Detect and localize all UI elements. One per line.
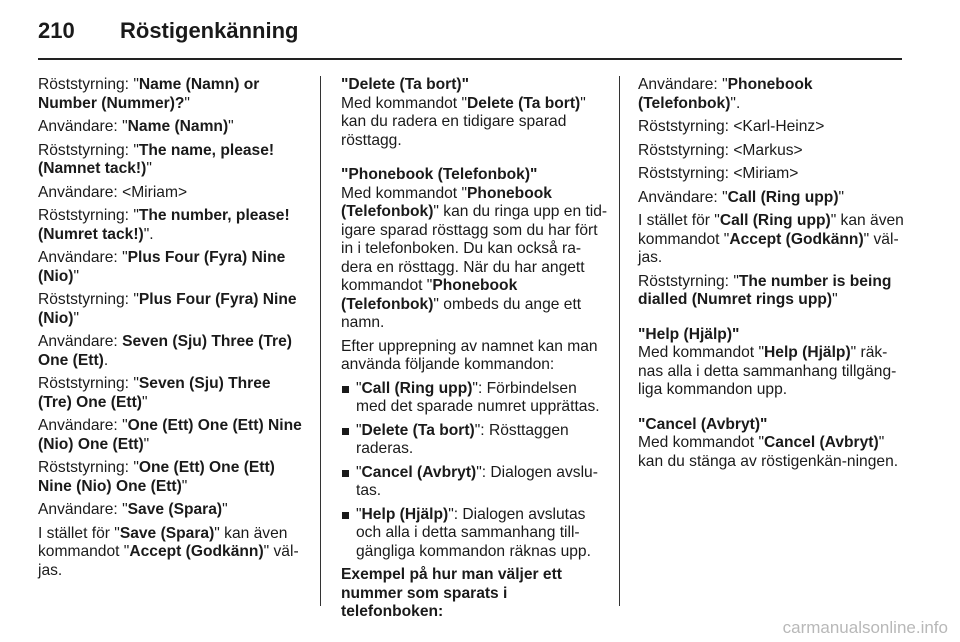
column-2 (341, 76, 609, 627)
section-heading: "Cancel (Avbryt)" (638, 415, 768, 433)
bullet-icon (342, 470, 349, 477)
bullet-icon (342, 512, 349, 519)
dialog-line: Röststyrning: "One (Ett) One (Ett) Nine (Nio) One (Ett)" (38, 459, 275, 495)
list-item: "Call (Ring upp)": Förbindelsen med det sparade numret upprättas. (341, 380, 609, 417)
dialog-line: Röststyrning: "Seven (Sju) Three (Tre) One (Ett)" (38, 375, 271, 411)
column-divider-1 (320, 76, 321, 606)
watermark: carmanualsonline.info (782, 618, 948, 637)
page-title: Röstigenkänning (120, 18, 299, 43)
dialog-line: Röststyrning: <Karl-Heinz> (638, 118, 825, 135)
dialog-line: Användare: <Miriam> (38, 183, 188, 201)
dialog-line: Röststyrning: <Markus> (638, 141, 803, 159)
section-heading: "Phonebook (Telefonbok)" (341, 166, 538, 183)
dialog-line: Röststyrning: "Name (Namn) or Number (Nummer)?" (38, 76, 260, 112)
help-section: "Help (Hjälp)" Med kommandot "Help (Hjälp)" räk-nas alla i detta sammanhang tillgäng-liga kommandon upp. (638, 326, 906, 400)
dialog-line: Användare: "Name (Namn)" (38, 118, 234, 135)
dialog-line: Röststyrning: "The number is being dialled (Numret rings upp)" (638, 272, 892, 308)
cancel-section: "Cancel (Avbryt)" Med kommandot "Cancel (Avbryt)" kan du stänga av röstigenkän-ningen. (638, 416, 906, 472)
section-heading: "Help (Hjälp)" (638, 325, 740, 343)
dialog-line: Användare: "One (Ett) One (Ett) Nine (Nio) One (Ett)" (38, 417, 302, 453)
phonebook-section: "Phonebook (Telefonbok)" Med kommandot "Phonebook (Telefonbok)" kan du ringa upp en tid-igare sparad rösttagg som du har fört in i telefonboken. Du kan också ra-dera en rösttagg. När du har angett kommandot "Phonebook (Telefonbok)" ombeds du ange ett namn. (341, 166, 608, 331)
dialog-line: Användare: "Plus Four (Fyra) Nine (Nio)" (38, 249, 286, 285)
delete-section: "Delete (Ta bort)" Med kommandot "Delete (Ta bort)" kan du radera en tidigare sparad rösttagg. (341, 76, 609, 150)
body-paragraph: Efter upprepning av namnet kan man använda följande kommandon: (341, 337, 598, 373)
dialog-line: Användare: "Save (Spara)" (38, 501, 228, 518)
dialog-line: Röststyrning: "The name, please! (Namnet tack!)" (38, 141, 275, 177)
note-paragraph: I stället för "Call (Ring upp)" kan även kommandot "Accept (Godkänn)" väl-jas. (638, 212, 904, 266)
column-1 (38, 76, 306, 585)
note-paragraph: I stället för "Save (Spara)" kan även kommandot "Accept (Godkänn)" väl-jas. (38, 524, 299, 579)
command-list (341, 380, 609, 562)
list-item: "Help (Hjälp)": Dialogen avslutas och alla i detta sammanhang till-gängliga kommandon räknas upp. (341, 506, 609, 562)
dialog-line: Röststyrning: "The number, please! (Numret tack!)". (38, 207, 290, 243)
page-number: 210 (38, 18, 75, 43)
header-rule (38, 58, 902, 60)
column-3 (638, 76, 906, 476)
list-item: "Cancel (Avbryt)": Dialogen avslu-tas. (341, 464, 609, 501)
list-item: "Delete (Ta bort)": Rösttaggen raderas. (341, 422, 609, 459)
bullet-icon (342, 428, 349, 435)
column-divider-2 (619, 76, 620, 606)
dialog-line: Användare: Seven (Sju) Three (Tre) One (Ett). (38, 333, 292, 369)
example-heading: Exempel på hur man väljer ett nummer som sparats i telefonboken: (341, 566, 562, 620)
dialog-line: Röststyrning: "Plus Four (Fyra) Nine (Nio)" (38, 291, 297, 327)
dialog-line: Användare: "Phonebook (Telefonbok)". (638, 76, 813, 112)
dialog-line: Röststyrning: <Miriam> (638, 165, 799, 182)
dialog-line: Användare: "Call (Ring upp)" (638, 188, 845, 206)
bullet-icon (342, 386, 349, 393)
section-heading: "Delete (Ta bort)" (341, 76, 469, 93)
